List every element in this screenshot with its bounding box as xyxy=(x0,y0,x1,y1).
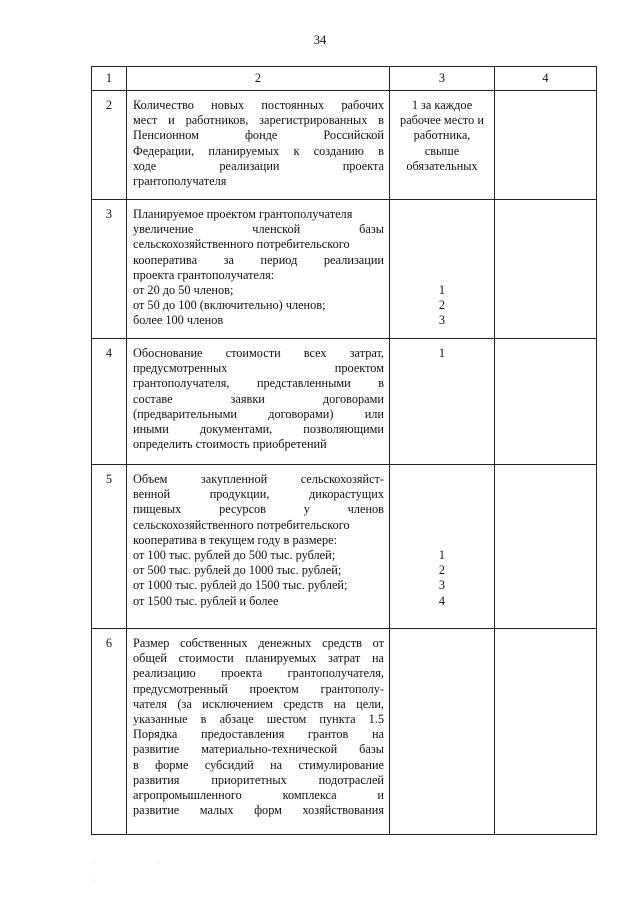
description-line: предусмотренный проектом грантополу- xyxy=(133,681,384,696)
table-row xyxy=(92,91,597,200)
description-line: развития приоритетных подотраслей xyxy=(133,772,384,787)
criterion-score xyxy=(390,91,495,200)
description-line: чателя (за исключением средств на цели, xyxy=(133,696,384,711)
score-line: 1 xyxy=(438,346,446,360)
score-line: работника, xyxy=(413,128,471,143)
description-line: кооператива за период реализации xyxy=(133,252,384,267)
empty-cell xyxy=(495,91,597,200)
description-line: венной продукции, дикорастущих xyxy=(133,487,384,502)
header-cell-4: 4 xyxy=(495,67,597,91)
criterion-score xyxy=(390,629,495,835)
page-number: 34 xyxy=(313,33,327,47)
row-number: 3 xyxy=(92,200,127,339)
description-line: от 500 тыс. рублей до 1000 тыс. рублей; xyxy=(133,563,342,578)
description-line: кооператива в текущем году в размере: xyxy=(133,532,337,547)
description-line: иными документами, позволяющими xyxy=(133,422,384,437)
header-cell-2: 2 xyxy=(127,67,390,91)
description-line: составе заявки договорами xyxy=(133,391,384,406)
description-line: Обоснование стоимости всех затрат, xyxy=(133,346,384,360)
description-line: развитие малых форм хозяйствования xyxy=(133,803,384,818)
score-line: обязательных xyxy=(406,158,478,173)
description-line: грантополучателя xyxy=(133,174,227,189)
criterion-score xyxy=(390,339,495,465)
empty-cell xyxy=(495,339,597,465)
criterion-description xyxy=(127,91,390,200)
score-line: 2 xyxy=(438,298,446,313)
score-line: 3 xyxy=(438,313,446,328)
description-line: от 50 до 100 (включительно) членов; xyxy=(133,298,326,313)
header-cell-1: 1 xyxy=(92,67,127,91)
description-line: от 20 до 50 членов; xyxy=(133,283,234,298)
description-line: Размер собственных денежных средств от xyxy=(133,636,384,650)
row-number: 5 xyxy=(92,465,127,629)
description-line: сельскохозяйственного потребительского xyxy=(133,237,350,252)
description-line: от 1500 тыс. рублей и более xyxy=(133,593,279,608)
description-line: развитие материально-технической базы xyxy=(133,742,384,757)
row-number: 2 xyxy=(92,91,127,200)
scan-artifact: · xyxy=(157,858,160,867)
description-line: реализацию проекта грантополучателя, xyxy=(133,666,384,681)
criterion-description xyxy=(127,465,390,629)
description-line: Количество новых постоянных рабочих xyxy=(133,98,384,112)
row-number: 4 xyxy=(92,339,127,465)
description-line: от 1000 тыс. рублей до 1500 тыс. рублей; xyxy=(133,578,348,593)
description-line: определить стоимость приобретений xyxy=(133,437,327,452)
description-line: в форме субсидий на стимулирование xyxy=(133,757,384,772)
empty-cell xyxy=(495,465,597,629)
criterion-score xyxy=(390,200,495,339)
criterion-description xyxy=(127,200,390,339)
table-row xyxy=(92,629,597,835)
description-line: Планируемое проектом грантополучателя xyxy=(133,207,353,221)
description-line: пищевых ресурсов у членов xyxy=(133,502,384,517)
header-cell-3: 3 xyxy=(390,67,495,91)
criteria-table xyxy=(91,66,597,835)
description-line: проекта грантополучателя: xyxy=(133,267,275,282)
row-number: 6 xyxy=(92,629,127,835)
table-row xyxy=(92,339,597,465)
criterion-description xyxy=(127,339,390,465)
description-line: от 100 тыс. рублей до 500 тыс. рублей; xyxy=(133,548,336,563)
score-line: свыше xyxy=(424,143,460,158)
description-line: общей стоимости планируемых затрат на xyxy=(133,651,384,666)
description-line: увеличение членской базы xyxy=(133,222,384,237)
table-row xyxy=(92,465,597,629)
description-line: Федерации, планируемых к созданию в xyxy=(133,143,384,158)
score-line: 2 xyxy=(438,563,446,578)
description-line: предусмотренных проектом xyxy=(133,361,384,376)
empty-cell xyxy=(495,629,597,835)
table-row xyxy=(92,200,597,339)
table-header-row xyxy=(92,67,597,91)
description-line: Порядка предоставления грантов на xyxy=(133,727,384,742)
description-line: ходе реализации проекта xyxy=(133,158,384,173)
scan-artifact: · xyxy=(92,858,95,867)
score-line: 3 xyxy=(438,578,446,593)
description-line: указанные в абзаце шестом пункта 1.5 xyxy=(133,712,384,727)
criterion-description xyxy=(127,629,390,835)
score-line: 1 xyxy=(438,548,446,562)
description-line: агропромышленного комплекса и xyxy=(133,788,384,803)
description-line: мест и работников, зарегистрированных в xyxy=(133,113,384,128)
description-line: более 100 членов xyxy=(133,313,224,328)
score-line: рабочее место и xyxy=(400,113,484,128)
description-line: Пенсионном фонде Российской xyxy=(133,128,384,143)
score-line: 1 за каждое xyxy=(411,98,473,112)
empty-cell xyxy=(495,200,597,339)
description-line: грантополучателя, представленными в xyxy=(133,376,384,391)
score-line: 4 xyxy=(438,593,446,608)
criterion-score xyxy=(390,465,495,629)
scan-artifact: · xyxy=(92,876,95,885)
description-line: Объем закупленной сельскохозяйст- xyxy=(133,472,384,486)
score-line: 1 xyxy=(438,283,446,297)
description-line: сельскохозяйственного потребительского xyxy=(133,517,350,532)
description-line: (предварительными договорами) или xyxy=(133,406,384,421)
